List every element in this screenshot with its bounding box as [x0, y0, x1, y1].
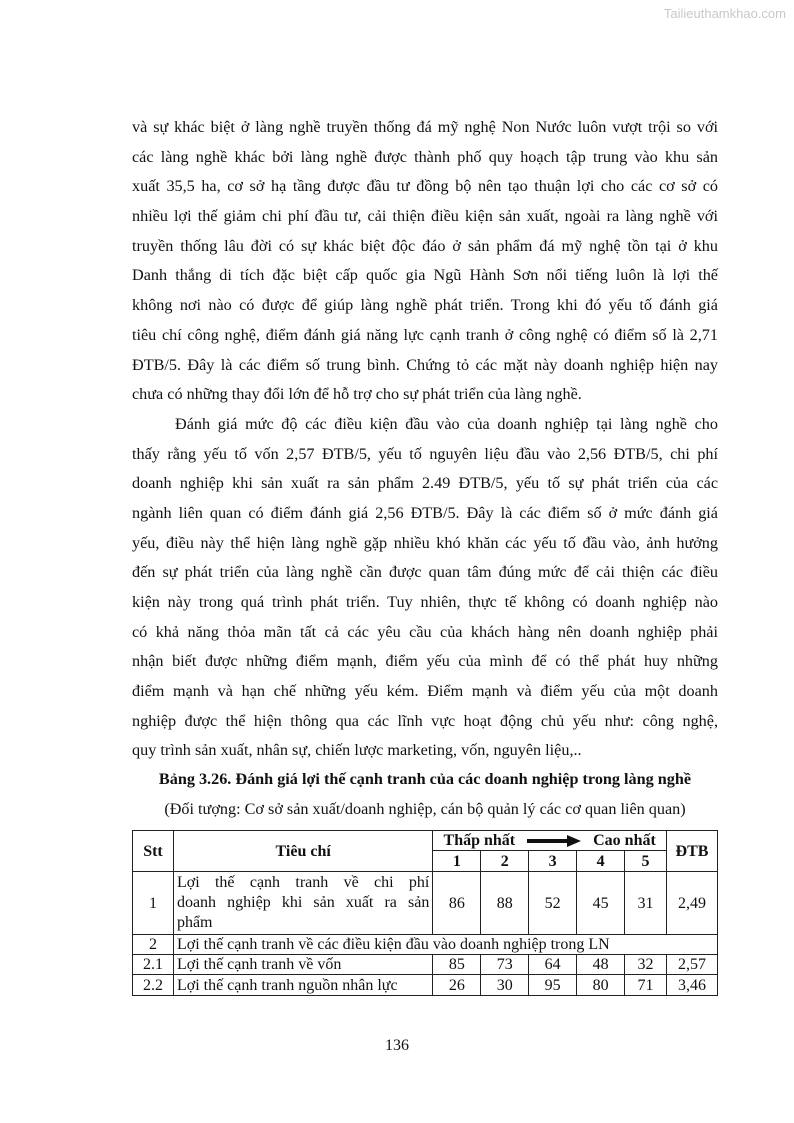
text-line: ngành liên quan có điểm đánh giá 2,56 ĐTB/5. Đây là các điểm số ở mức đánh giá: [132, 503, 718, 522]
cell-avg: 2,57: [666, 955, 717, 975]
header-scale: [433, 831, 667, 851]
cell-stt: 2.1: [133, 955, 174, 975]
table-row: [133, 872, 718, 935]
cell-value: 95: [529, 975, 577, 996]
header-stt: Stt: [133, 831, 174, 872]
cell-value: 52: [529, 872, 577, 935]
header-level: 2: [481, 851, 529, 872]
table-row: [133, 955, 718, 975]
table-row: [133, 935, 718, 955]
criteria-line: doanh nghiệp khi sản xuất ra sản: [176, 894, 430, 911]
cell-stt: 2.2: [133, 975, 174, 996]
watermark: Tailieuthamkhao.com: [663, 6, 786, 21]
cell-value: 71: [625, 975, 667, 996]
text-line: chưa có những thay đổi lớn để hỗ trợ cho sự phát triển của làng nghề.: [132, 385, 582, 404]
cell-value: 64: [529, 955, 577, 975]
text-line: quy trình sản xuất, nhân sự, chiến lược marketing, vốn, nguyên liệu,..: [132, 741, 582, 760]
text-line: điểm mạnh và hạn chế những yếu kém. Điểm mạnh và điểm yếu của một doanh: [132, 682, 718, 701]
cell-stt: 1: [133, 872, 174, 935]
text-line: truyền thống lâu đời có sự khác biệt độc đáo ở sản phẩm đá mỹ nghệ tồn tại ở khu: [132, 236, 718, 255]
cell-value: 31: [625, 872, 667, 935]
page-number: 136: [385, 1037, 409, 1054]
cell-value: 26: [433, 975, 481, 996]
header-low: Thấp nhất: [443, 832, 516, 849]
header-level: 5: [625, 851, 667, 872]
text-line: đến sự phát triển của làng nghề cần được quan tâm đúng mức để cải thiện các điều: [132, 563, 718, 582]
text-line: nhiều lợi thế giảm chi phí đầu tư, cải thiện điều kiện sản xuất, ngoài ra làng nghề với: [132, 207, 718, 226]
header-high: Cao nhất: [593, 832, 656, 849]
cell-avg: 2,49: [666, 872, 717, 935]
text-line: nhận biết được những điểm mạnh, điểm yếu của mình để có thể phát huy những: [132, 652, 718, 671]
text-line: nghiệp được thể hiện thông qua các lĩnh vực hoạt động chủ yếu như: công nghệ,: [132, 711, 718, 730]
table-caption: Bảng 3.26. Đánh giá lợi thế cạnh tranh của các doanh nghiệp trong làng nghề: [158, 770, 692, 788]
cell-stt: 2: [133, 935, 174, 955]
cell-value: 48: [577, 955, 625, 975]
cell-value: 80: [577, 975, 625, 996]
arrow-right-icon: [527, 835, 581, 847]
text-line: và sự khác biệt ở làng nghề truyền thống đá mỹ nghệ Non Nước luôn vượt trội so với: [132, 118, 718, 136]
text-line: ĐTB/5. Đây là các điểm số trung bình. Chứng tỏ các mặt này doanh nghiệp hiện nay: [132, 355, 718, 374]
cell-criteria: Lợi thế cạnh tranh về các điều kiện đầu vào doanh nghiệp trong LN: [173, 935, 717, 955]
criteria-line: Lợi thế cạnh tranh về chi phí: [176, 874, 430, 891]
criteria-line: phẩm: [176, 914, 213, 931]
text-line: doanh nghiệp khi sản xuất ra sản phẩm 2.49 ĐTB/5, yếu tố sự phát triển của các: [132, 474, 718, 493]
cell-value: 32: [625, 955, 667, 975]
header-level: 3: [529, 851, 577, 872]
cell-criteria: [173, 872, 432, 935]
text-line: thấy rằng yếu tố vốn 2,57 ĐTB/5, yếu tố nguyên liệu đầu vào 2,56 ĐTB/5, chi phí: [132, 444, 718, 463]
text-line: Đánh giá mức độ các điều kiện đầu vào của doanh nghiệp tại làng nghề cho: [175, 414, 718, 433]
header-level: 4: [577, 851, 625, 872]
cell-criteria: Lợi thế cạnh tranh về vốn: [173, 955, 432, 975]
table-row: [133, 975, 718, 996]
text-line: yếu, điều này thể hiện làng nghề gặp nhiều khó khăn các yếu tố đầu vào, ảnh hưởng: [132, 533, 718, 552]
table-subcaption: (Đối tượng: Cơ sở sản xuất/doanh nghiệp, cán bộ quản lý các cơ quan liên quan): [164, 800, 686, 818]
paragraph-2: [132, 410, 718, 766]
text-line: không nơi nào có được để giúp làng nghề phát triển. Trong khi đó yếu tố đánh giá: [132, 296, 718, 315]
cell-criteria: Lợi thế cạnh tranh nguồn nhân lực: [173, 975, 432, 996]
competitive-advantage-table: [132, 830, 718, 996]
text-line: kiện này trong quá trình phát triển. Tuy nhiên, thực tế không có doanh nghiệp nào: [132, 593, 718, 611]
paragraph-1: [132, 113, 718, 410]
text-line: Danh thắng di tích đặc biệt cấp quốc gia Ngũ Hành Sơn nổi tiếng luôn là lợi thế: [132, 266, 718, 285]
cell-value: 45: [577, 872, 625, 935]
cell-value: 86: [433, 872, 481, 935]
cell-value: 85: [433, 955, 481, 975]
text-line: có khả năng thỏa mãn tất cả các yêu cầu của khách hàng nên doanh nghiệp phải: [132, 622, 718, 641]
text-line: các làng nghề khác bởi làng nghề được thành phố quy hoạch tập trung vào khu sản: [132, 147, 718, 166]
cell-value: 30: [481, 975, 529, 996]
cell-avg: 3,46: [666, 975, 717, 996]
header-level: 1: [433, 851, 481, 872]
body-text: [132, 113, 718, 766]
text-line: xuất 35,5 ha, cơ sở hạ tầng được đầu tư đồng bộ nên tạo thuận lợi cho các cơ sở có: [132, 177, 718, 196]
header-avg: ĐTB: [666, 831, 717, 872]
header-criteria: Tiêu chí: [173, 831, 432, 872]
cell-value: 73: [481, 955, 529, 975]
cell-value: 88: [481, 872, 529, 935]
text-line: tiêu chí công nghệ, điểm đánh giá năng lực cạnh tranh ở công nghệ có điểm số là 2,71: [132, 325, 718, 344]
